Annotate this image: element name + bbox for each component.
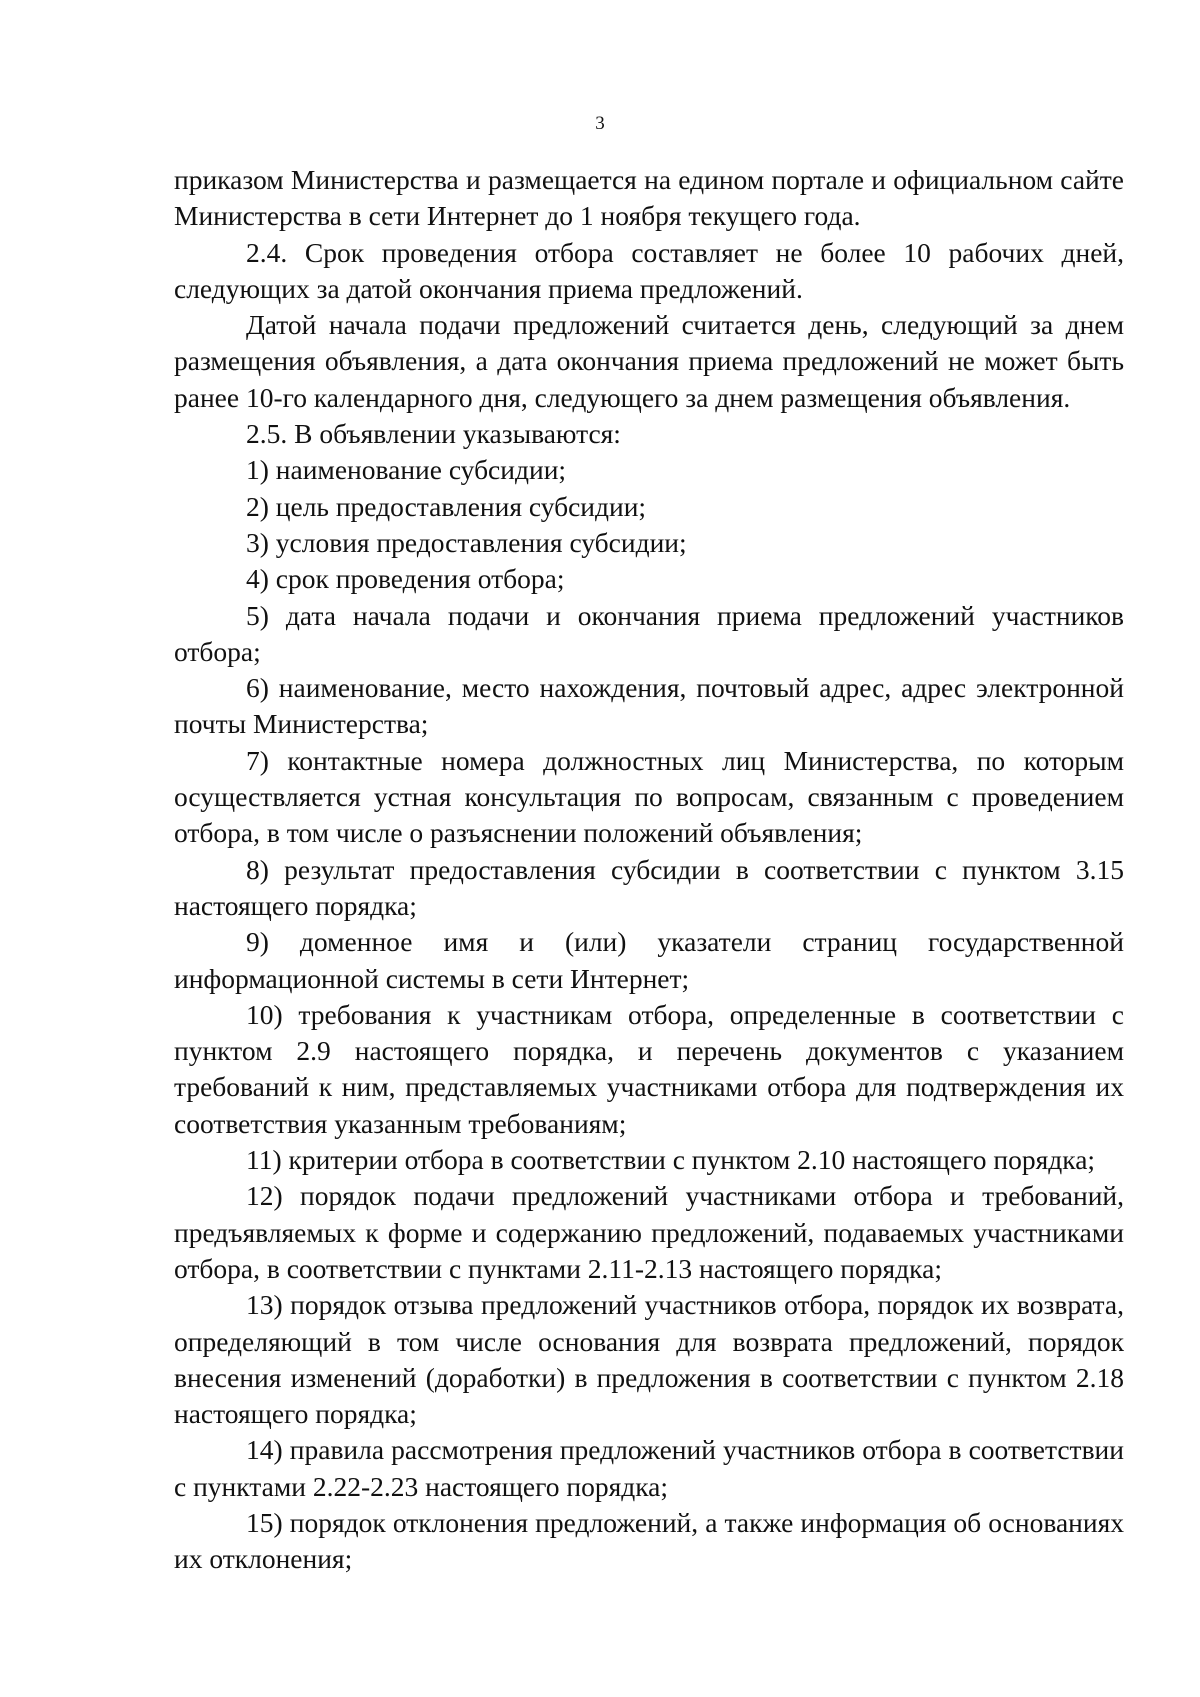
page-number: 3: [595, 113, 605, 134]
paragraph: 11) критерии отбора в соответствии с пунктом 2.10 настоящего порядка;: [246, 1144, 1096, 1176]
paragraph: 15) порядок отклонения предложений, а также информация об основаниях их отклонения;: [174, 1506, 1124, 1575]
paragraph: 9) доменное имя и (или) указатели страниц государственной информационной системы в сети Интернет;: [174, 926, 1124, 994]
paragraph: 5) дата начала подачи и окончания приема предложений участников отбора;: [174, 599, 1124, 667]
paragraph: 3) условия предоставления субсидии;: [246, 526, 687, 558]
paragraph: 13) порядок отзыва предложений участников отбора, порядок их возврата, определяющий в том числе основания для возврата предложений, порядок внесения изменений (доработки) в предложения в соответствии с пунктом 2.18 настоящего порядка;: [174, 1289, 1124, 1430]
paragraph: 14) правила рассмотрения предложений участников отбора в соответствии с пунктами 2.22-2.23 настоящего порядка;: [174, 1434, 1124, 1502]
paragraph: приказом Министерства и размещается на едином портале и официальном сайте Министерства в сети Интернет до 1 ноября текущего года.: [174, 164, 1124, 232]
paragraph: 2.5. В объявлении указываются:: [246, 418, 621, 450]
paragraph: 8) результат предоставления субсидии в соответствии с пунктом 3.15 настоящего порядка;: [174, 853, 1124, 921]
paragraph: 1) наименование субсидии;: [246, 454, 567, 486]
paragraph: Датой начала подачи предложений считается день, следующий за днем размещения объявления, а дата окончания приема предложений не может быть ранее 10-го календарного дня, следующего за днем размещения объявления.: [174, 309, 1124, 413]
paragraph: 6) наименование, место нахождения, почтовый адрес, адрес электронной почты Министерства;: [174, 672, 1124, 740]
paragraph: 4) срок проведения отбора;: [246, 563, 565, 595]
paragraph: 10) требования к участникам отбора, определенные в соответствии с пунктом 2.9 настоящего порядка, и перечень документов с указанием требований к ним, представляемых участниками отбора для подтверждения их соответствия указанным требованиям;: [174, 998, 1124, 1139]
paragraph: 7) контактные номера должностных лиц Министерства, по которым осуществляется устная консультация по вопросам, связанным с проведением отбора, в том числе о разъяснении положений объявления;: [174, 744, 1124, 849]
paragraph: 2.4. Срок проведения отбора составляет не более 10 рабочих дней, следующих за датой окончания приема предложений.: [174, 236, 1124, 304]
document-body: [174, 162, 1124, 1578]
paragraph: 12) порядок подачи предложений участниками отбора и требований, предъявляемых к форме и содержанию предложений, подаваемых участниками отбора, в соответствии с пунктами 2.11-2.13 настоящего порядка;: [174, 1180, 1124, 1284]
paragraph: 2) цель предоставления субсидии;: [246, 490, 647, 522]
